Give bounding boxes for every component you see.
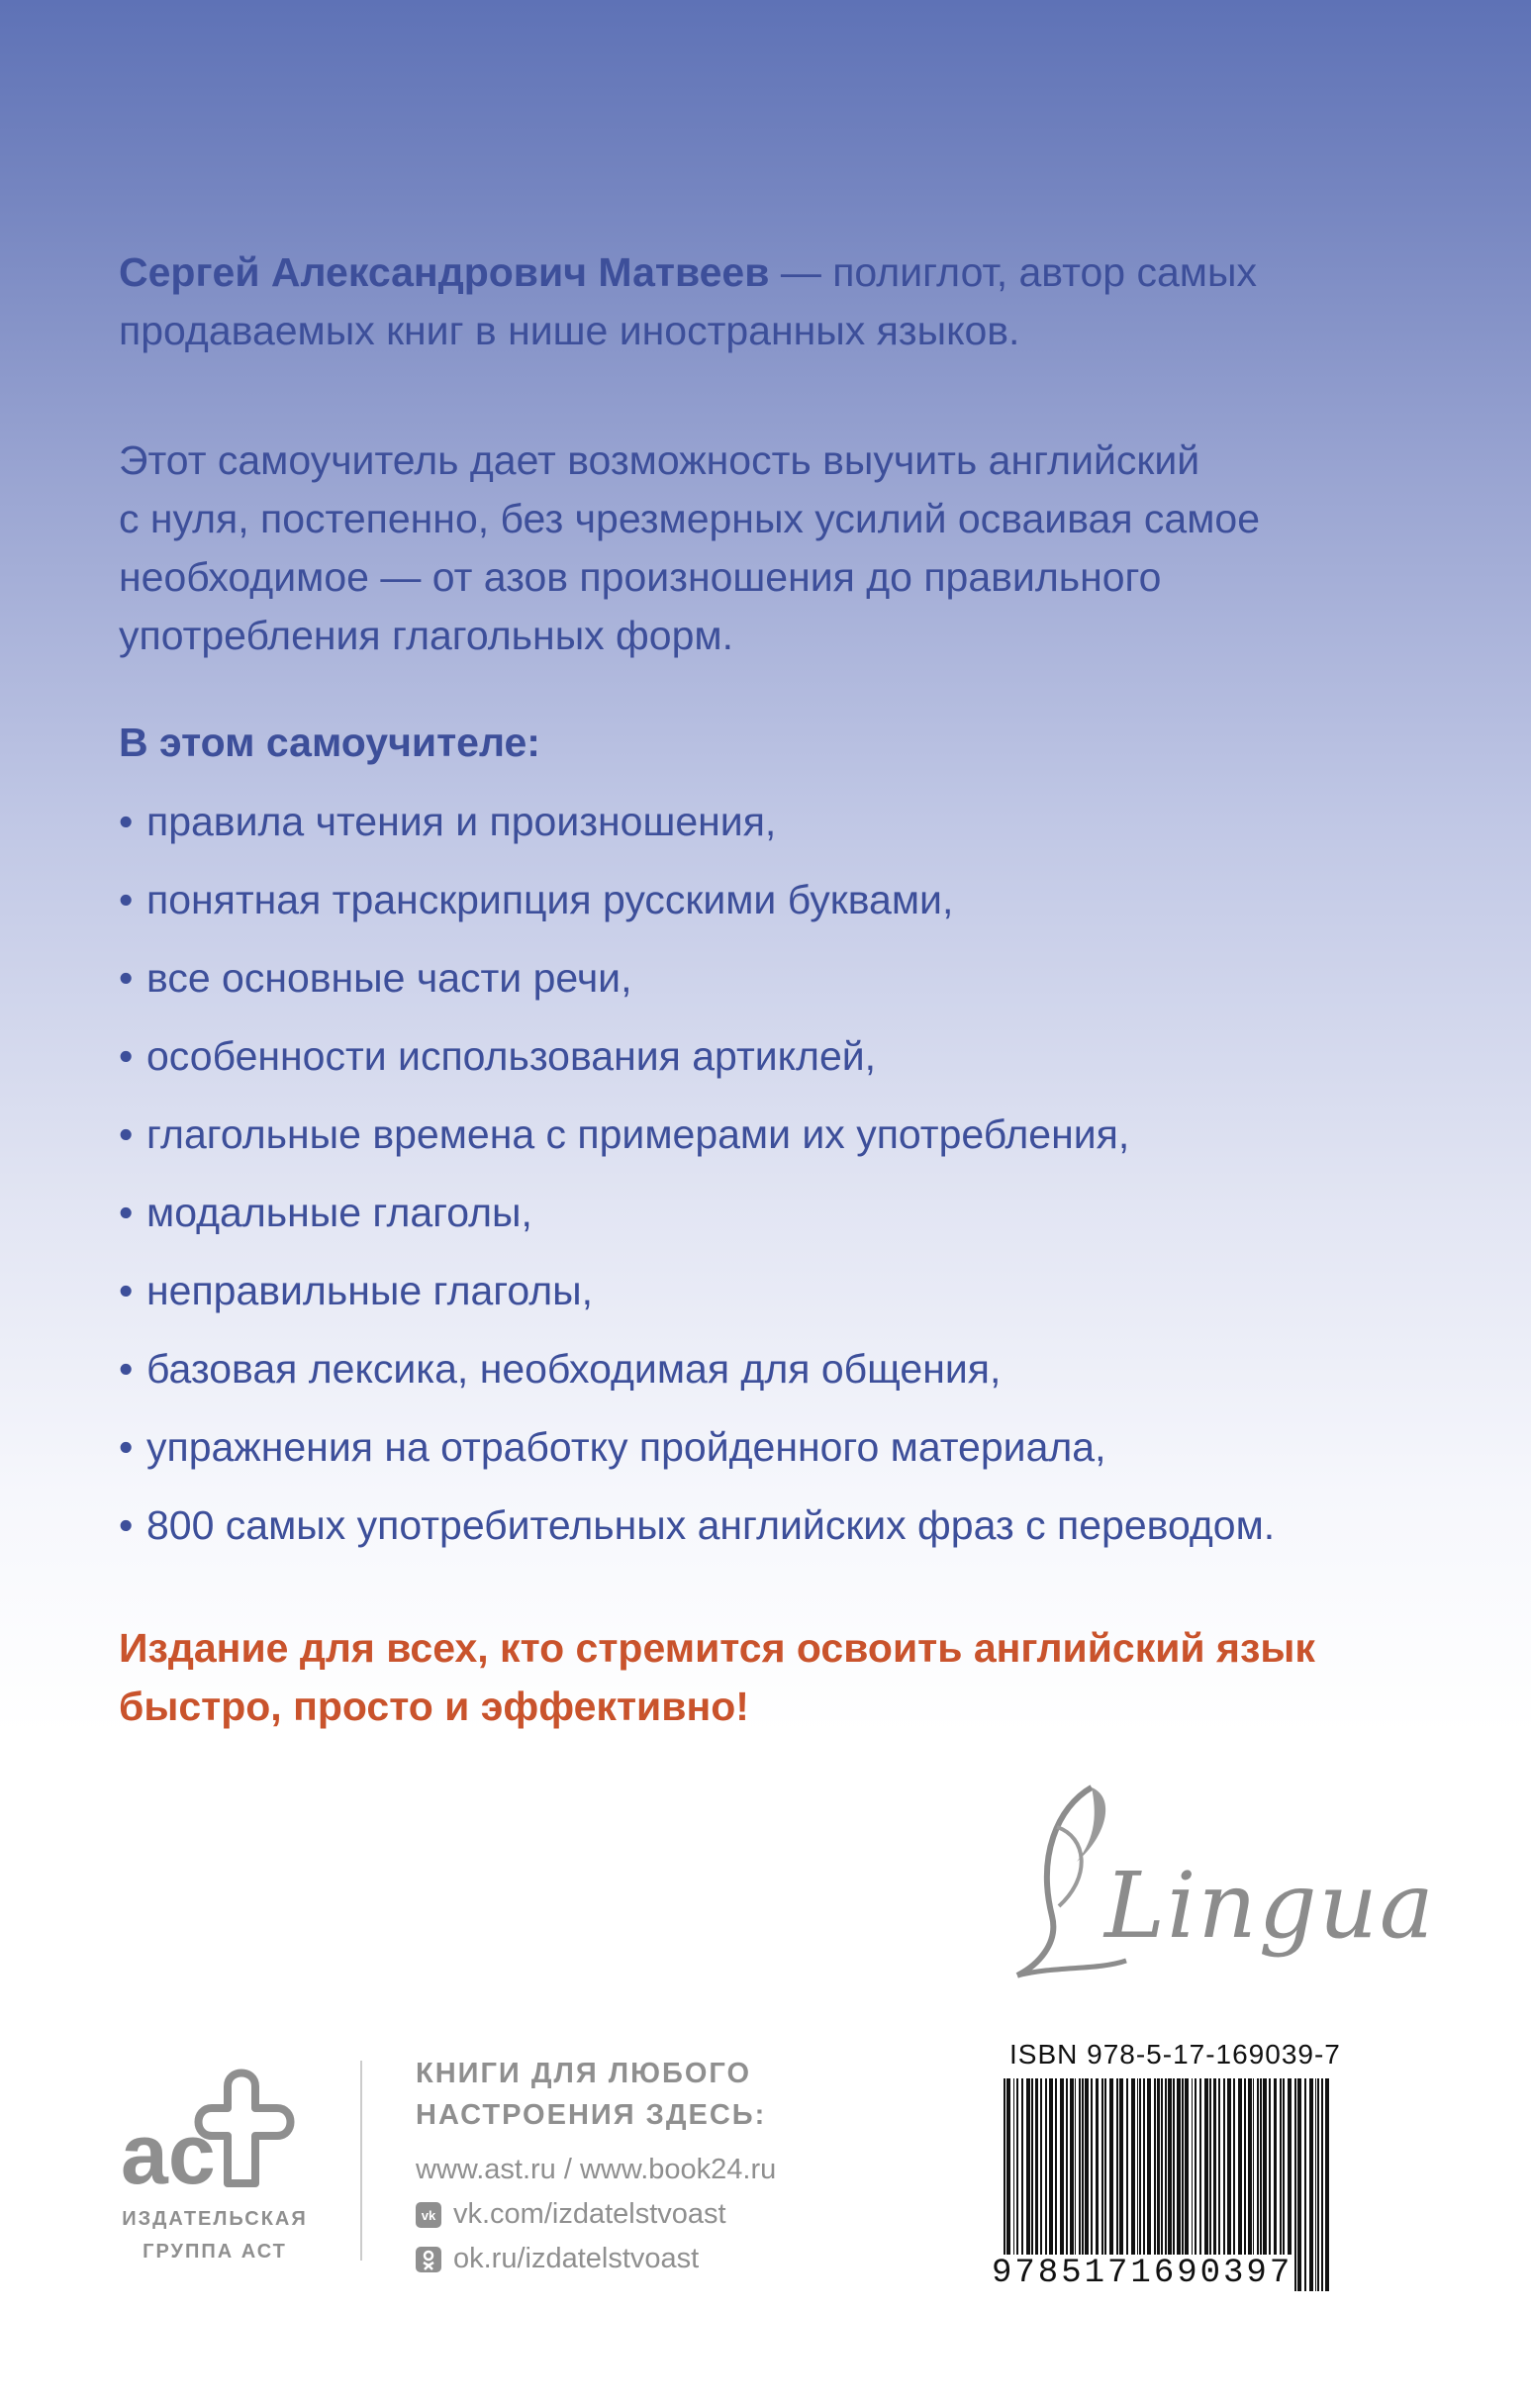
feature-text: все основные части речи,	[146, 955, 632, 1001]
publisher-label-line: ГРУППА АСТ	[143, 2241, 287, 2263]
feature-item	[119, 870, 1275, 948]
feature-text: правила чтения и произношения,	[146, 799, 777, 844]
ast-cross-icon	[111, 2057, 319, 2205]
slogan-line: быстро, просто и эффективно!	[119, 1684, 749, 1729]
description-line: употребления глагольных форм.	[119, 613, 733, 658]
publisher-label-line: ИЗДАТЕЛЬСКАЯ	[122, 2208, 308, 2230]
author-name: Сергей Александрович Матвеев	[119, 249, 770, 295]
isbn-text: ISBN 978-5-17-169039-7	[1009, 2039, 1341, 2070]
ok-link[interactable]: ok.ru/izdatelstvoast	[453, 2243, 700, 2274]
description-line: Этот самоучитель дает возможность выучить английский	[119, 437, 1200, 483]
feature-item	[119, 1261, 1275, 1339]
lingua-logo	[998, 1768, 1436, 1995]
vk-link[interactable]: vk.com/izdatelstvoast	[453, 2198, 726, 2230]
features-list	[119, 792, 1275, 1574]
feature-text: базовая лексика, необходимая для общения,	[146, 1346, 1002, 1392]
ast-logo-text: ac	[121, 2107, 216, 2202]
divider	[360, 2061, 362, 2261]
feature-item	[119, 1339, 1275, 1417]
vk-icon	[416, 2202, 441, 2228]
barcode-bar	[1297, 2078, 1301, 2291]
bullet-icon: •	[119, 1268, 134, 1313]
ok-icon	[416, 2247, 441, 2272]
feature-text: 800 самых употребительных английских фраз с переводом.	[146, 1502, 1276, 1548]
barcode-bar	[1325, 2078, 1329, 2291]
description-line: необходимое — от азов произношения до правильного	[119, 554, 1162, 600]
barcode-bar	[1294, 2078, 1296, 2291]
feature-text: особенности использования артиклей,	[146, 1033, 877, 1079]
barcode-bar	[1317, 2078, 1319, 2291]
barcode-bar	[1304, 2078, 1306, 2291]
description-line: с нуля, постепенно, без чрезмерных усилий осваивая самое	[119, 496, 1261, 541]
bullet-icon: •	[119, 799, 134, 844]
feature-text: глагольные времена с примерами их употребления,	[146, 1111, 1130, 1157]
books-title-line: КНИГИ ДЛЯ ЛЮБОГО	[416, 2058, 752, 2089]
feature-item	[119, 1183, 1275, 1261]
lingua-wordmark: Lingua	[1104, 1853, 1436, 1959]
bullet-icon: •	[119, 1346, 134, 1392]
feature-text: неправильные глаголы,	[146, 1268, 594, 1313]
websites-link[interactable]: www.ast.ru / www.book24.ru	[416, 2154, 777, 2185]
feature-item	[119, 792, 1275, 870]
barcode-bar	[1321, 2078, 1323, 2291]
author-intro-line-1	[119, 243, 1425, 302]
books-title-line: НАСТРОЕНИЯ ЗДЕСЬ:	[416, 2099, 767, 2131]
bullet-icon: •	[119, 955, 134, 1001]
author-intro	[119, 243, 1425, 360]
barcode-bar	[1309, 2078, 1313, 2291]
bullet-icon: •	[119, 1111, 134, 1157]
author-intro-line-2: продаваемых книг в нише иностранных языков.	[119, 308, 1020, 353]
feature-item	[119, 1417, 1275, 1495]
svg-text:vk: vk	[421, 2207, 436, 2223]
barcode-bar	[1315, 2078, 1316, 2291]
features-heading: В этом самоучителе:	[119, 720, 540, 765]
feature-item	[119, 948, 1275, 1026]
publisher-label	[111, 2203, 319, 2268]
books-info	[416, 2053, 776, 2281]
bullet-icon: •	[119, 1190, 134, 1235]
barcode-digits: 9785171690397	[992, 2255, 1293, 2292]
author-intro-rest: — полиглот, автор самых	[769, 249, 1257, 295]
vk-row[interactable]	[416, 2192, 776, 2237]
book-description	[119, 432, 1425, 665]
bullet-icon: •	[119, 877, 134, 922]
bullet-icon: •	[119, 1033, 134, 1079]
feature-item	[119, 1026, 1275, 1105]
feature-item	[119, 1105, 1275, 1183]
bullet-icon: •	[119, 1424, 134, 1470]
ok-row[interactable]	[416, 2237, 776, 2281]
feature-item	[119, 1495, 1275, 1574]
feature-text: упражнения на отработку пройденного материала,	[146, 1424, 1106, 1470]
feature-text: понятная транскрипция русскими буквами,	[146, 877, 954, 922]
slogan	[119, 1619, 1425, 1736]
bullet-icon: •	[119, 1502, 134, 1548]
feature-text: модальные глаголы,	[146, 1190, 532, 1235]
slogan-line: Издание для всех, кто стремится освоить английский язык	[119, 1625, 1315, 1671]
